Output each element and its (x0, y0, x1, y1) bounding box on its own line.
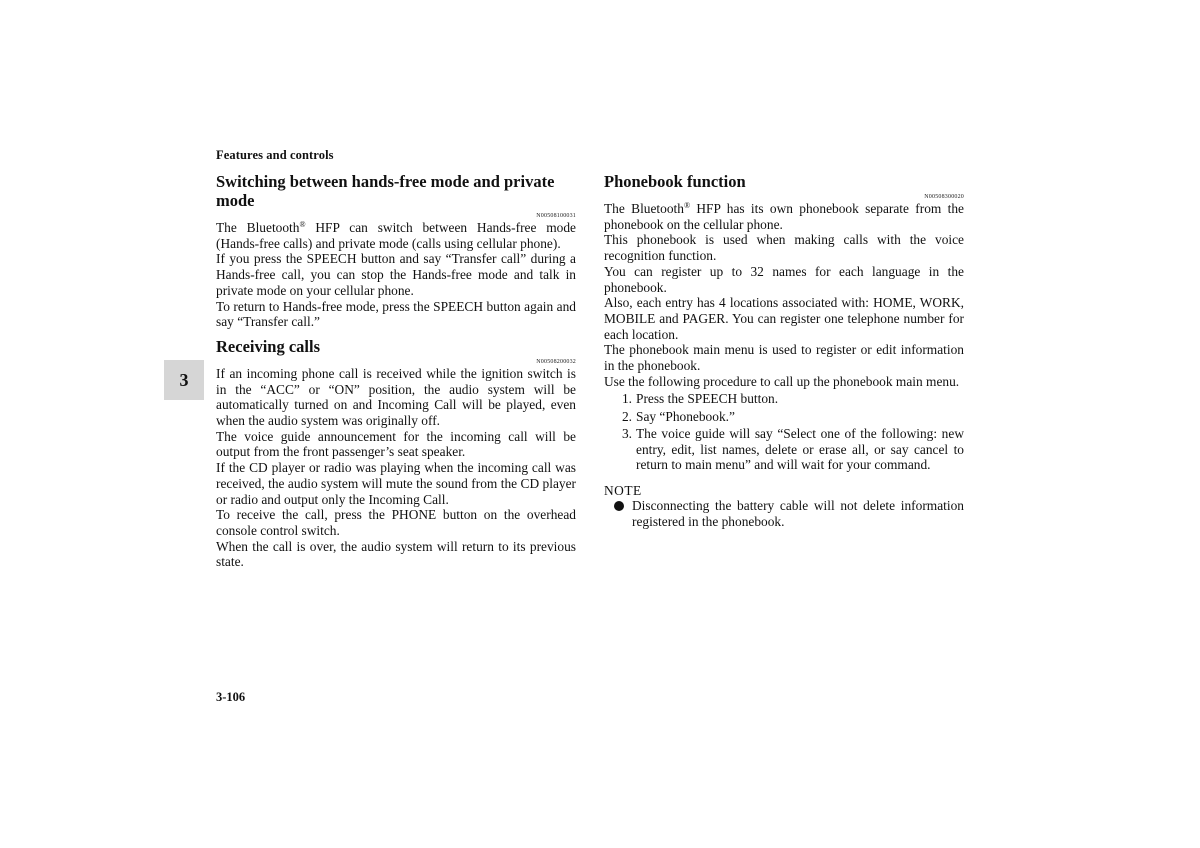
step-text: Say “Phonebook.” (636, 408, 735, 424)
reference-code: N00508100031 (536, 213, 576, 219)
note-text: Disconnecting the battery cable will not delete information registered in the phonebook. (632, 497, 964, 529)
paragraph: This phonebook is used when making calls with the voice recognition function. (604, 232, 964, 264)
section-header: Features and controls (216, 148, 334, 162)
chapter-tab (164, 360, 204, 400)
paragraph: To return to Hands-free mode, press the SPEECH button again and say “Transfer call.” (216, 298, 576, 330)
paragraph (216, 220, 576, 251)
heading-switching-modes: Switching between hands-free mode and private mode (216, 172, 555, 210)
paragraph: Use the following procedure to call up the phonebook main menu. (604, 373, 960, 389)
paragraph: When the call is over, the audio system will return to its previous state. (216, 538, 576, 570)
list-item (604, 391, 964, 407)
step-number: 1. (621, 391, 632, 407)
reference-code: N00508200032 (536, 358, 576, 365)
paragraph-text: The Bluetooth (216, 220, 300, 235)
heading-phonebook: Phonebook function (604, 172, 746, 191)
right-column (604, 172, 964, 529)
paragraph: If you press the SPEECH button and say “Transfer call” during a Hands-free call, you can stop the Hands-free mode and talk in private mode on your cellular phone. (216, 251, 576, 298)
note-item (604, 498, 964, 529)
list-item (604, 426, 964, 473)
step-text: The voice guide will say “Select one of the following: new entry, edit, list names, delete or erase all, or say cancel to return to main menu” and will wait for your command. (636, 425, 964, 473)
registered-mark: ® (299, 220, 306, 229)
step-number: 2. (621, 408, 632, 424)
bullet-icon (604, 498, 632, 529)
chapter-number: 3 (179, 369, 189, 390)
paragraph-text: HFP can switch between Hands-free mode (Hands-free calls) and private mode (calls using cellular phone). (216, 220, 576, 251)
paragraph-text: HFP has its own phonebook separate from the phonebook on the cellular phone. (604, 201, 965, 232)
list-item (604, 409, 964, 425)
step-text: Press the SPEECH button. (636, 391, 779, 407)
step-number: 3. (621, 425, 632, 441)
paragraph: You can register up to 32 names for each language in the phonebook. (604, 263, 964, 295)
paragraph: If the CD player or radio was playing when the incoming call was received, the audio system will mute the sound from the CD player or radio and output only the Incoming Call. (216, 460, 576, 507)
heading-receiving-calls: Receiving calls (216, 336, 321, 356)
left-column (216, 172, 576, 570)
paragraph-text: The Bluetooth (604, 201, 684, 216)
paragraph: The phonebook main menu is used to register or edit information in the phonebook. (604, 342, 964, 374)
procedure-steps (604, 391, 964, 473)
reference-code: N00508300020 (924, 194, 964, 200)
paragraph: To receive the call, press the PHONE button on the overhead console control switch. (216, 507, 576, 538)
paragraph: If an incoming phone call is received while the ignition switch is in the “ACC” or “ON” position, the audio system will be automatically turned on and Incoming Call will be played, even when the audio system was originally off. (216, 365, 576, 429)
note-title: NOTE (604, 482, 642, 498)
paragraph: The voice guide announcement for the incoming call will be output from the front passenger’s seat speaker. (216, 428, 576, 460)
registered-mark: ® (683, 201, 691, 210)
paragraph (604, 201, 964, 232)
paragraph: Also, each entry has 4 locations associated with: HOME, WORK, MOBILE and PAGER. You can register one telephone number for each location. (604, 295, 964, 342)
page-number: 3-106 (216, 690, 246, 704)
